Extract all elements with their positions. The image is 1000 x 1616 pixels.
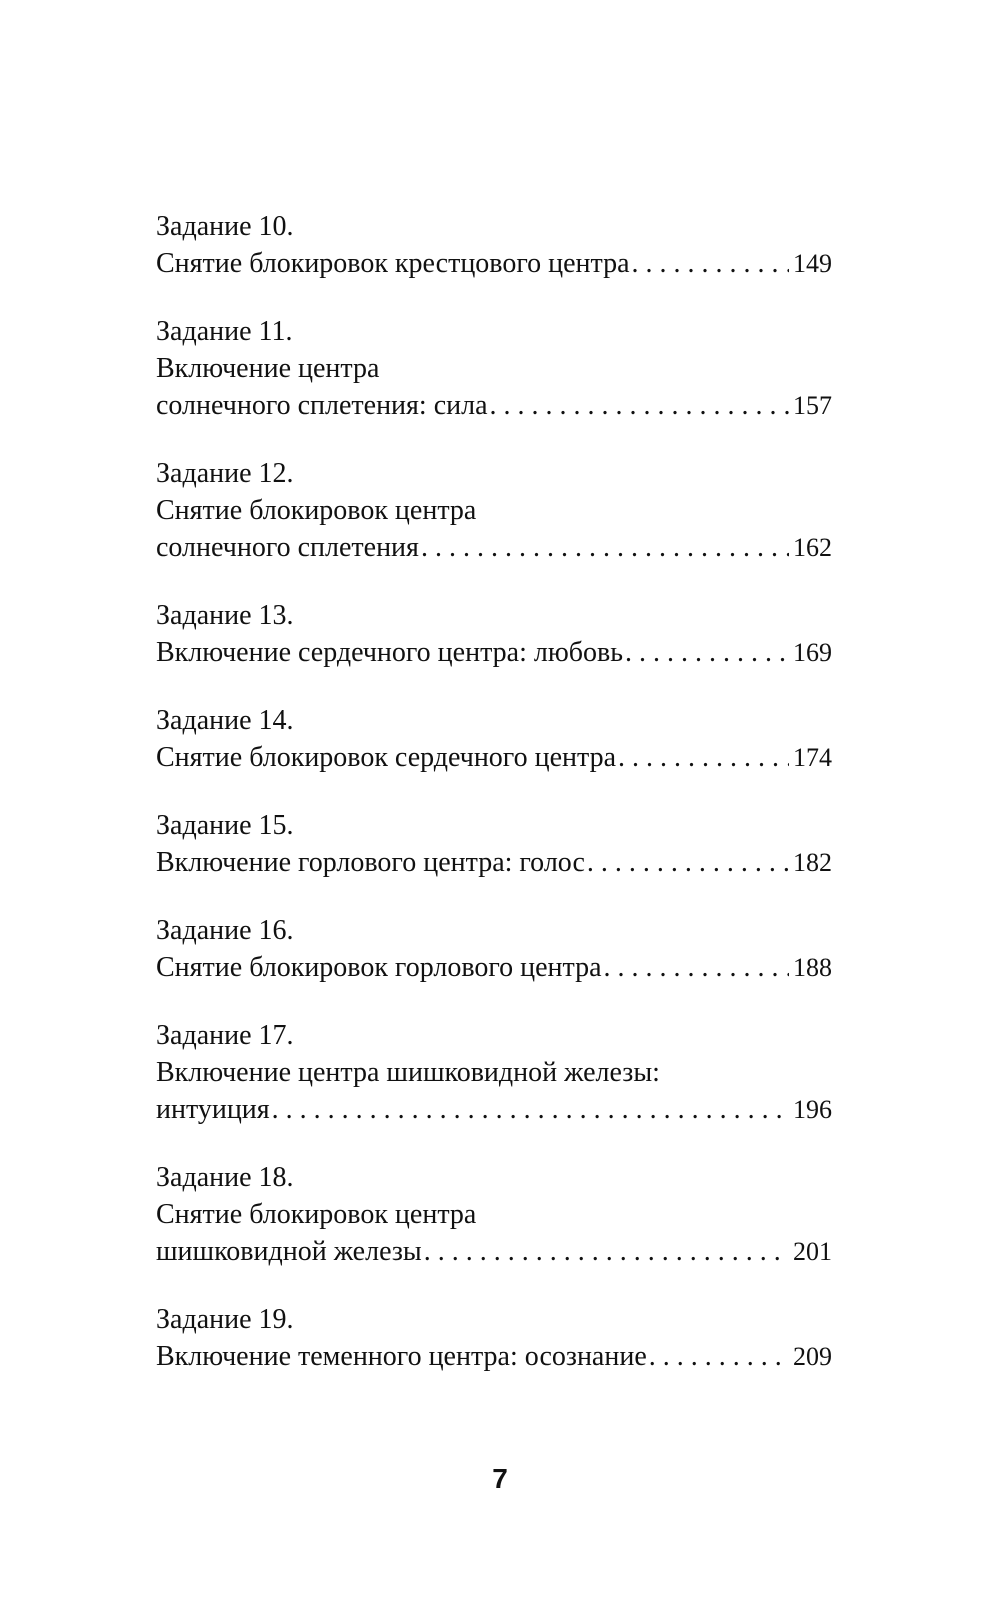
page-ref: 188 [793, 953, 832, 982]
toc-entry-task-12 [156, 455, 832, 566]
page-ref: 174 [793, 743, 832, 772]
page-ref: 196 [793, 1095, 832, 1124]
toc-line[interactable] [156, 739, 832, 776]
toc-entry-task-11 [156, 313, 832, 424]
dot-leader [421, 529, 789, 566]
task-number: Задание 11. [156, 316, 293, 347]
toc-line[interactable] [156, 844, 832, 881]
entry-title-line: Снятие блокировок центра [156, 495, 477, 526]
toc-line[interactable] [156, 1091, 832, 1128]
task-number: Задание 15. [156, 810, 294, 841]
toc-entry-task-16 [156, 912, 832, 986]
toc-entry-task-14 [156, 702, 832, 776]
page-number: 7 [492, 1463, 508, 1494]
toc-line[interactable] [156, 949, 832, 986]
dot-leader [272, 1091, 789, 1128]
dot-leader [424, 1233, 789, 1270]
toc-line[interactable] [156, 634, 832, 671]
toc-entry-task-19 [156, 1301, 832, 1375]
dot-leader [649, 1338, 789, 1375]
task-number: Задание 10. [156, 211, 294, 242]
entry-title: Снятие блокировок крестцового центра [156, 248, 630, 279]
toc-line[interactable] [156, 387, 832, 424]
task-number: Задание 19. [156, 1304, 294, 1335]
page-ref: 169 [793, 638, 832, 667]
entry-title: Снятие блокировок горлового центра [156, 952, 602, 983]
toc-entry-task-18 [156, 1159, 832, 1270]
page-ref: 157 [793, 391, 832, 420]
entry-title: Включение теменного центра: осознание [156, 1341, 647, 1372]
task-number: Задание 18. [156, 1162, 294, 1193]
entry-title-line: Снятие блокировок центра [156, 1199, 477, 1230]
task-number: Задание 12. [156, 458, 294, 489]
task-number: Задание 17. [156, 1020, 294, 1051]
page-ref: 201 [793, 1237, 832, 1266]
entry-title-line: Включение центра шишковидной железы: [156, 1057, 660, 1088]
toc-entry-task-10 [156, 208, 832, 282]
page-ref: 162 [793, 533, 832, 562]
page-ref: 149 [793, 249, 832, 278]
dot-leader [604, 949, 789, 986]
entry-title: Включение горлового центра: голос [156, 847, 585, 878]
toc-line[interactable] [156, 245, 832, 282]
table-of-contents [156, 208, 832, 1406]
toc-line[interactable] [156, 1338, 832, 1375]
task-number: Задание 14. [156, 705, 294, 736]
task-number: Задание 13. [156, 600, 294, 631]
entry-title: солнечного сплетения: сила [156, 390, 488, 421]
entry-title: шишковидной железы [156, 1236, 422, 1267]
dot-leader [632, 245, 789, 282]
entry-title: интуиция [156, 1094, 270, 1125]
entry-title: Снятие блокировок сердечного центра [156, 742, 616, 773]
toc-line[interactable] [156, 529, 832, 566]
toc-entry-task-13 [156, 597, 832, 671]
page-ref: 209 [793, 1342, 832, 1371]
entry-title: Включение сердечного центра: любовь [156, 637, 623, 668]
dot-leader [490, 387, 789, 424]
entry-title-line: Включение центра [156, 353, 380, 384]
toc-entry-task-15 [156, 807, 832, 881]
task-number: Задание 16. [156, 915, 294, 946]
page-ref: 182 [793, 848, 832, 877]
entry-title: солнечного сплетения [156, 532, 419, 563]
toc-line[interactable] [156, 1233, 832, 1270]
dot-leader [618, 739, 789, 776]
dot-leader [587, 844, 789, 881]
toc-entry-task-17 [156, 1017, 832, 1128]
dot-leader [625, 634, 789, 671]
